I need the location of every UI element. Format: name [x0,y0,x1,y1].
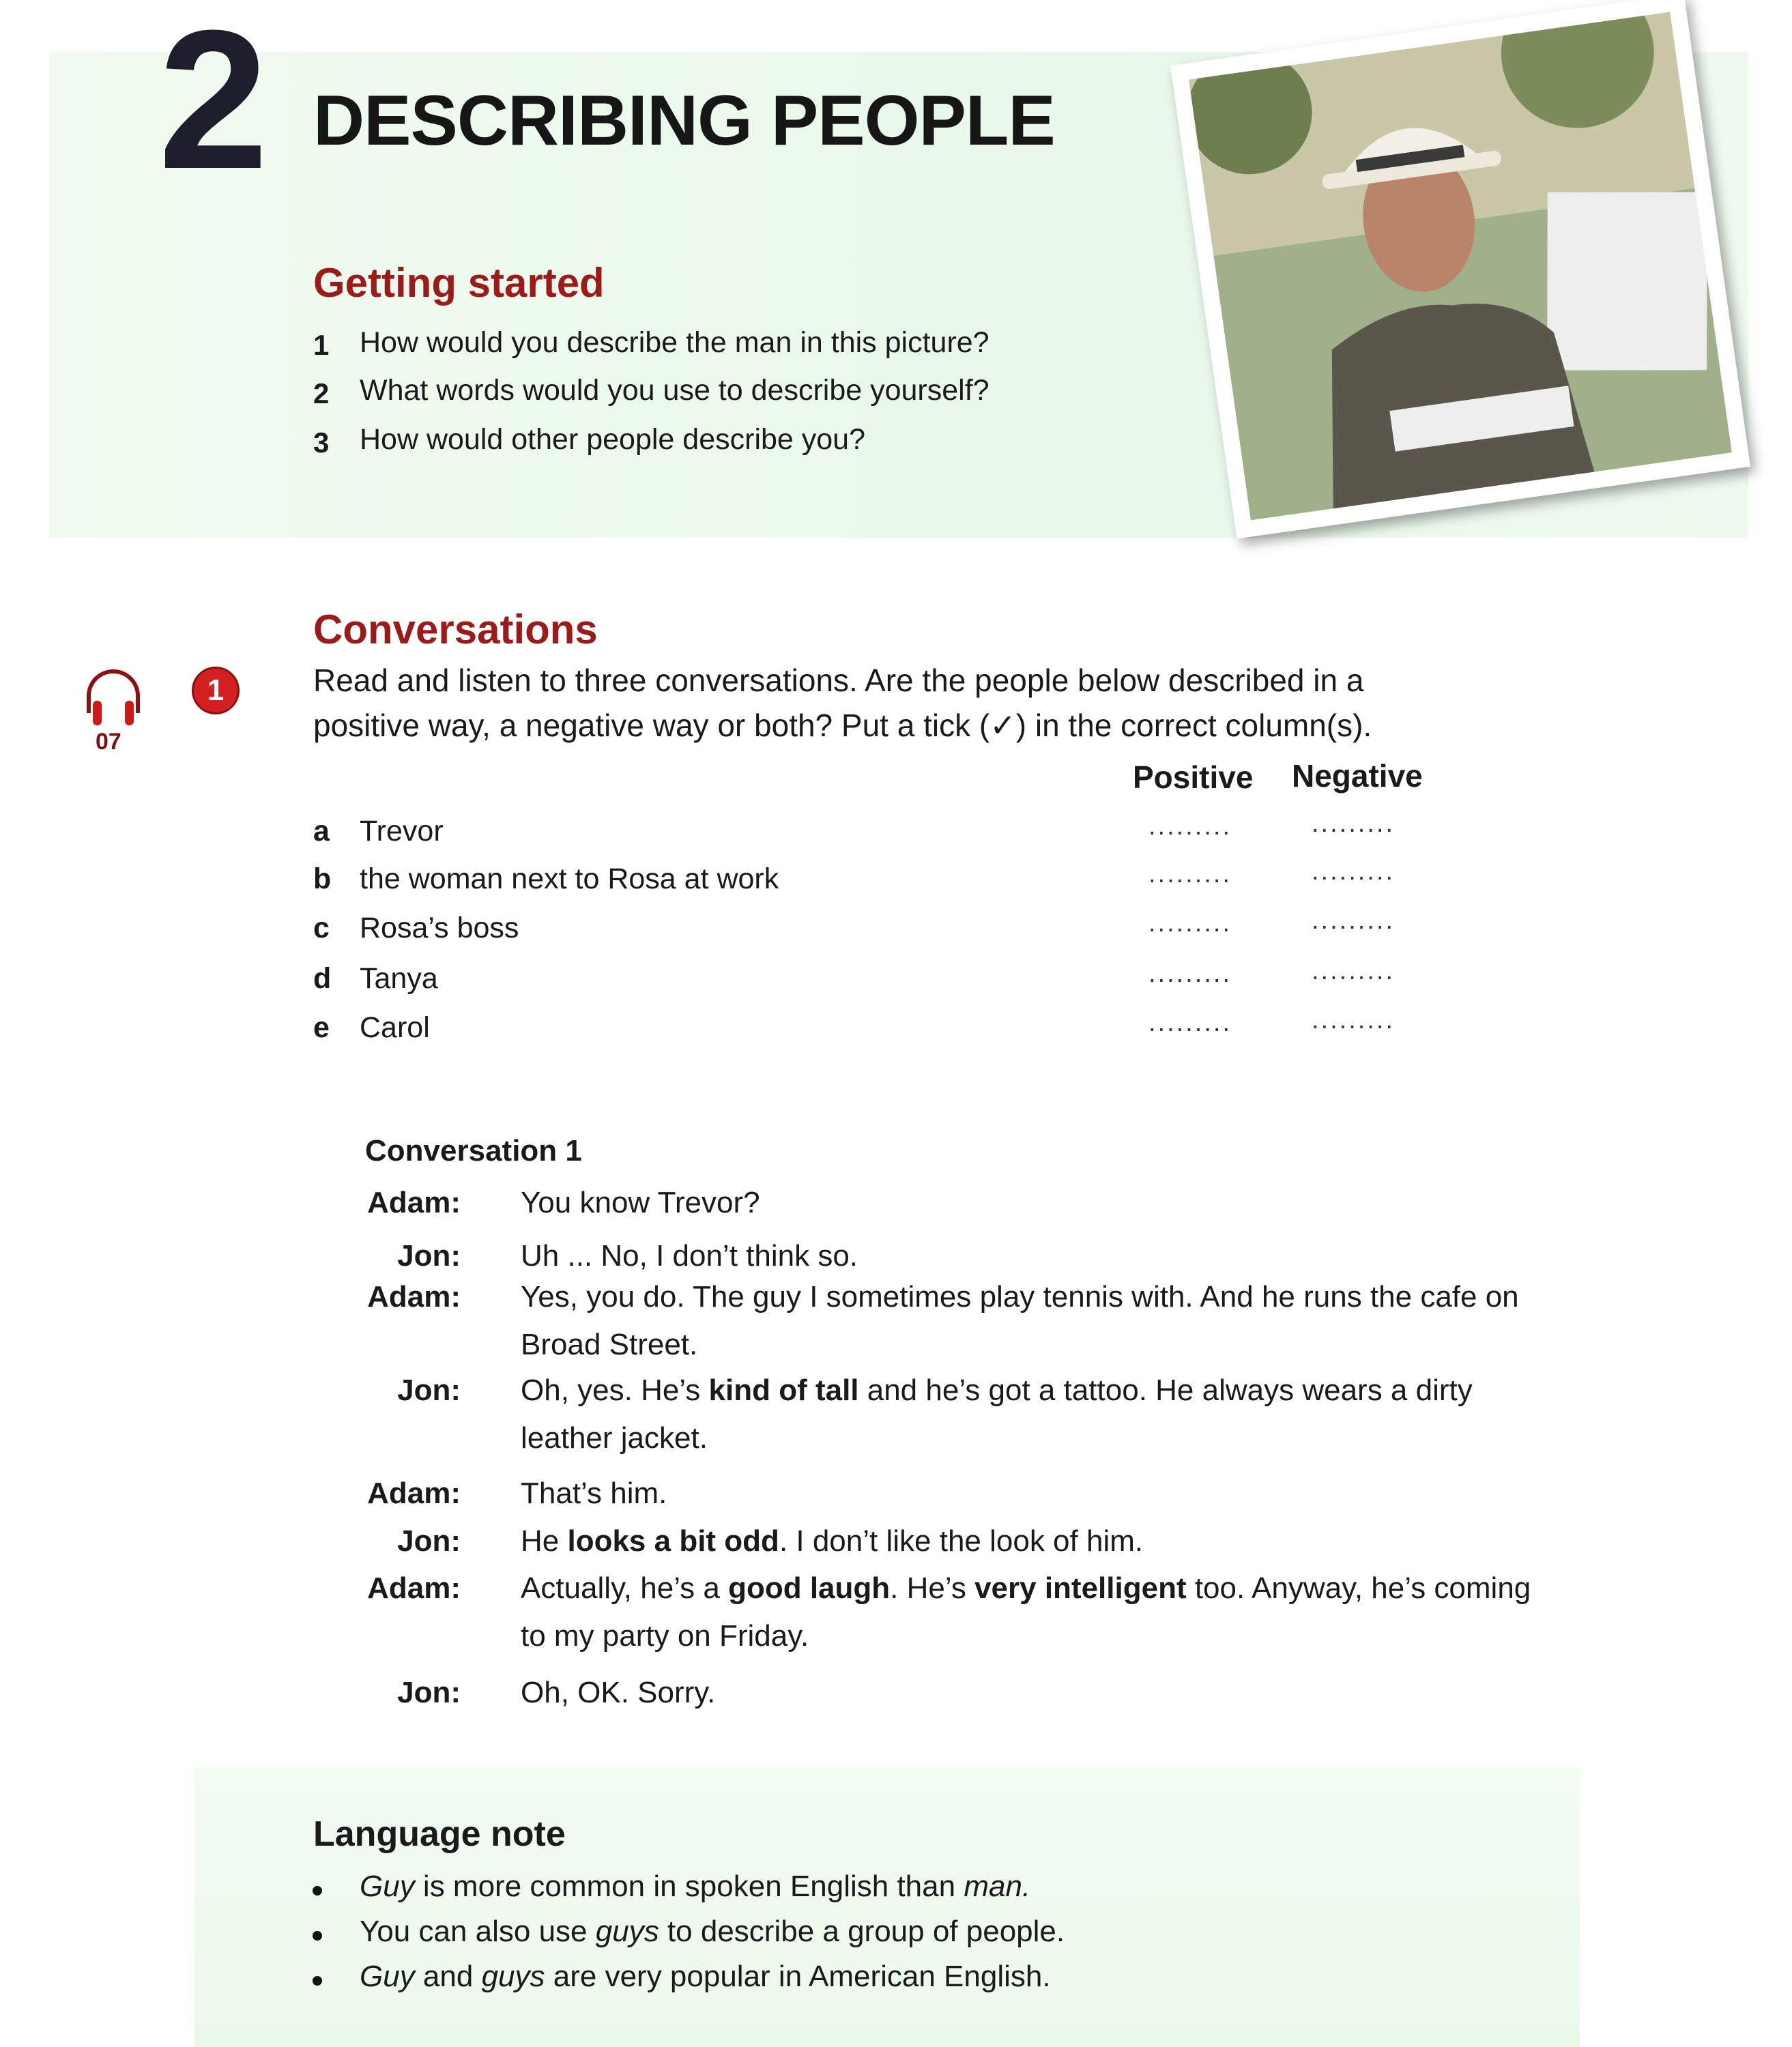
dialogue-text: . He’s [890,1571,975,1605]
key-phrase: very intelligent [974,1571,1187,1605]
speaker-name: Jon: [397,1524,461,1558]
negative-tick-blank[interactable]: ......... [1312,809,1396,838]
bullet-dot [313,1931,322,1941]
conversations-heading: Conversations [313,607,598,652]
dialogue-text: Actually, he’s a [521,1571,729,1605]
dialogue-line [521,1179,1558,1227]
negative-tick-blank[interactable]: ......... [1312,1006,1396,1034]
italic-term: guys [481,1960,545,1993]
question-text: How would you describe the man in this picture? [360,326,989,359]
dialogue-line [521,1565,1558,1660]
language-note-bullet [360,1915,1065,1949]
exercise-number-badge: 1 [192,667,240,714]
getting-started-heading: Getting started [313,260,605,306]
dialogue-text: too. Anyway, he’s coming to my party on Friday. [521,1571,1531,1653]
key-phrase: kind of tall [708,1374,859,1407]
dialogue-text: He [521,1524,568,1558]
note-text: and [414,1960,482,1993]
row-person: Carol [360,1011,430,1044]
dialogue-line [521,1518,1558,1565]
note-text: You can also use [360,1915,596,1948]
row-letter: b [313,862,332,895]
language-note-bullet [360,1870,1030,1904]
dialogue-text: Yes, you do. The guy I sometimes play tennis with. And he runs the cafe on Broad Street. [521,1280,1519,1361]
audio-track-number: 07 [96,729,121,755]
question-text: How would other people describe you? [360,423,866,456]
instruction-line: Read and listen to three conversations. Are the people below described in a [313,663,1364,698]
note-text: is more common in spoken English than [414,1870,964,1903]
unit-number: 2 [158,0,265,210]
conversation-1-heading: Conversation 1 [365,1134,582,1167]
instruction-line: positive way, a negative way or both? Put a tick (✓) in the correct column(s). [313,708,1372,743]
italic-term: Guy [360,1960,415,1993]
question-number: 3 [313,426,330,459]
row-person: Rosa’s boss [360,912,519,944]
speaker-name: Adam: [367,1186,461,1219]
headphones-icon[interactable] [82,665,145,727]
row-letter: d [313,962,332,995]
row-letter: e [313,1011,330,1044]
row-person: the woman next to Rosa at work [360,862,779,895]
speaker-name: Jon: [397,1676,461,1709]
italic-term: guys [595,1915,659,1948]
positive-tick-blank[interactable]: ......... [1148,1008,1232,1037]
italic-term: man. [964,1870,1031,1903]
dialogue-text: Oh, yes. He’s [521,1374,709,1407]
positive-tick-blank[interactable]: ......... [1148,812,1232,841]
dialogue-line [521,1367,1558,1462]
column-header-positive: Positive [1133,759,1254,795]
note-text: are very popular in American English. [545,1960,1051,1993]
language-note-box [194,1767,1580,2047]
dialogue-text: Uh ... No, I don’t think so. [521,1239,858,1273]
question-number: 2 [313,377,330,409]
dialogue-line [521,1273,1558,1369]
bullet-dot [313,1886,322,1896]
column-header-negative: Negative [1292,758,1423,794]
note-text: to describe a group of people. [659,1915,1065,1948]
row-person: Trevor [360,815,444,847]
speaker-name: Adam: [367,1477,461,1510]
key-phrase: looks a bit odd [567,1524,779,1558]
speaker-name: Adam: [367,1571,461,1605]
dialogue-text: and he’s got a tattoo. He always wears a dirty leather jacket. [521,1374,1473,1455]
row-person: Tanya [360,962,438,995]
key-phrase: good laugh [728,1571,891,1605]
dialogue-text: You know Trevor? [521,1186,760,1219]
speaker-name: Adam: [367,1280,461,1313]
positive-tick-blank[interactable]: ......... [1148,860,1232,888]
dialogue-line [521,1470,1558,1518]
question-number: 1 [313,329,330,361]
speaker-name: Jon: [397,1239,461,1273]
row-letter: c [313,912,330,944]
dialogue-text: That’s him. [521,1477,667,1510]
negative-tick-blank[interactable]: ......... [1312,906,1396,935]
language-note-bullet [360,1960,1051,1994]
negative-tick-blank[interactable]: ......... [1312,957,1396,985]
language-note-heading: Language note [313,1814,566,1854]
dialogue-text: . I don’t like the look of him. [779,1524,1144,1558]
question-text: What words would you use to describe yourself? [360,374,989,407]
dialogue-line [521,1669,1558,1717]
italic-term: Guy [360,1870,415,1903]
bullet-dot [313,1976,322,1986]
positive-tick-blank[interactable]: ......... [1148,909,1232,938]
row-letter: a [313,815,330,847]
negative-tick-blank[interactable]: ......... [1312,857,1396,886]
photo-man-in-hat [1170,0,1750,538]
speaker-name: Jon: [397,1374,461,1407]
positive-tick-blank[interactable]: ......... [1148,959,1232,988]
unit-title: DESCRIBING PEOPLE [313,81,1055,160]
dialogue-text: Oh, OK. Sorry. [521,1676,716,1709]
